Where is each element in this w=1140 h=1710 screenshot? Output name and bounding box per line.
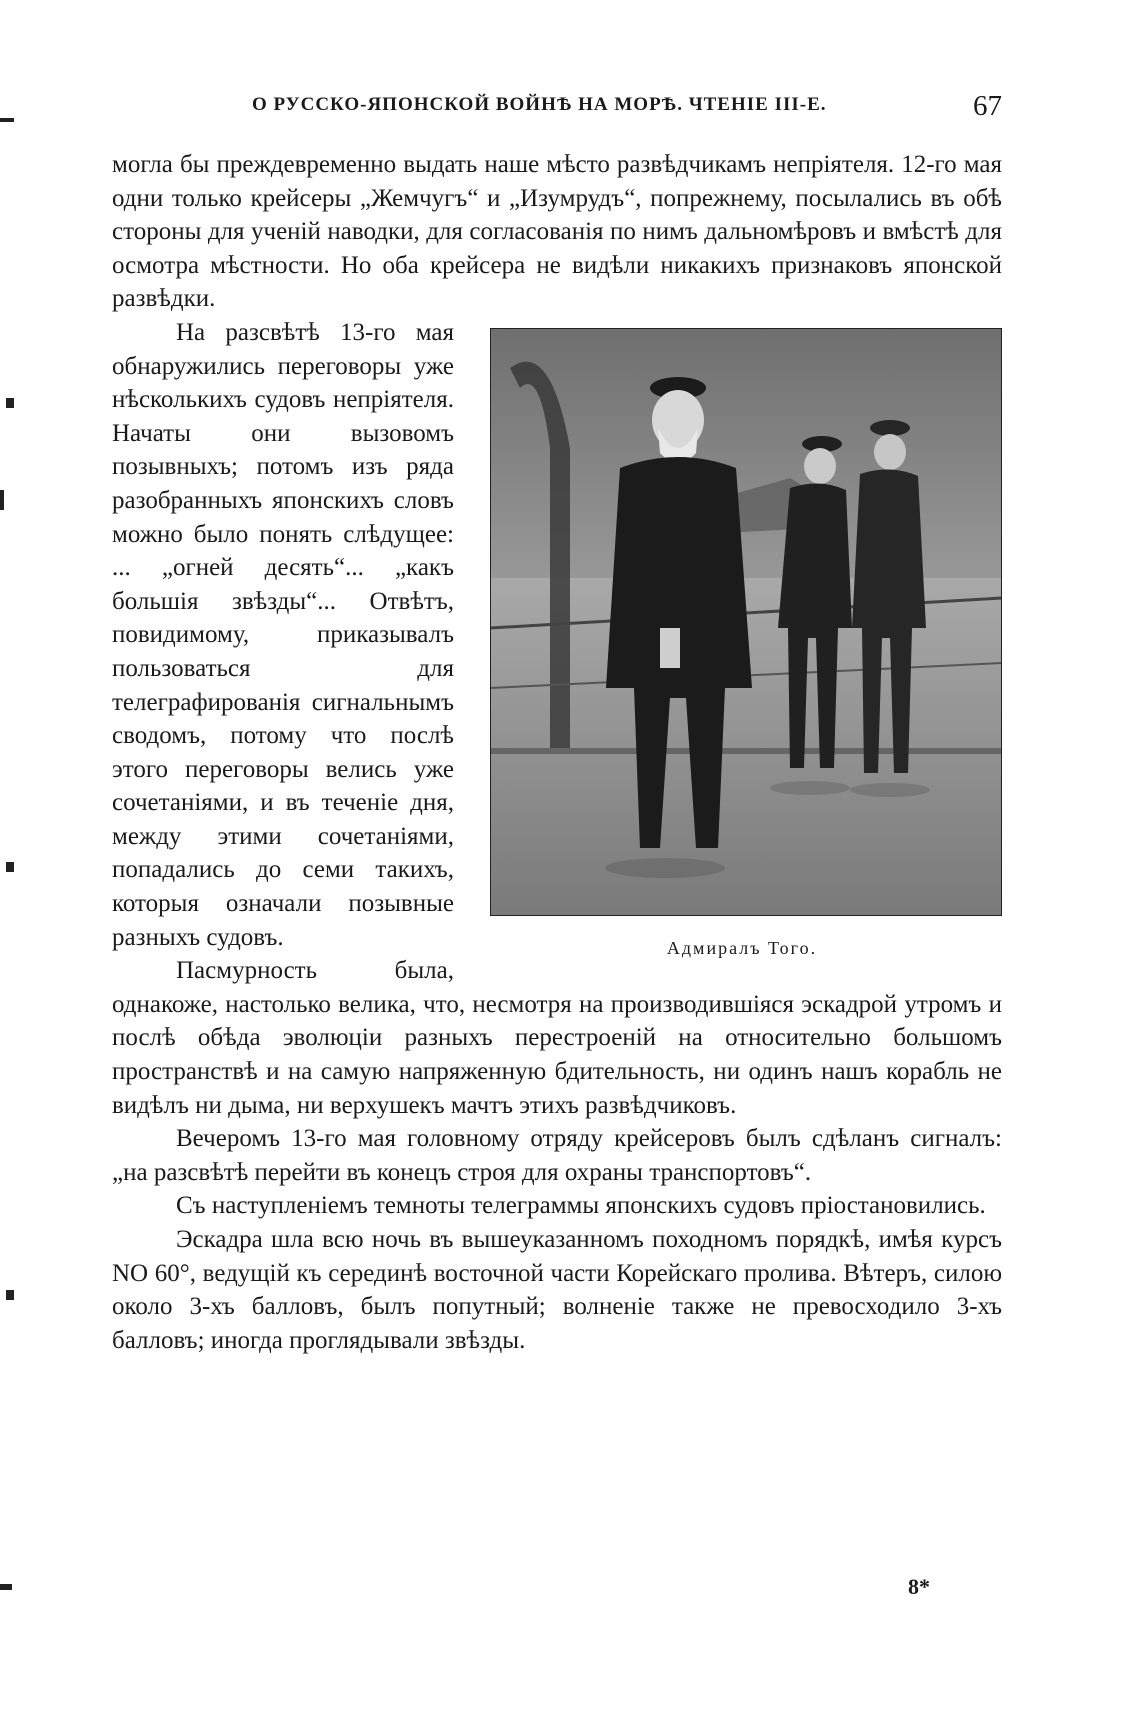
running-head xyxy=(112,90,1002,130)
margin-mark xyxy=(0,490,4,510)
paragraph-2: На разсвѣтѣ 13-го мая обнаружились переговоры уже нѣсколькихъ судовъ непріятеля. Начаты они вызовомъ позывныхъ; потомъ изъ ряда разобранныхъ японскихъ словъ можно было понять слѣдущее: ... „огней десять“... „какъ большія звѣзды“... Отвѣтъ, повидимому, приказывалъ пользоваться для телеграфированія сигнальнымъ сводомъ, потому что послѣ этого переговоры велись уже сочетаніями, и въ теченіе дня, между этими сочетаніями, попадались до семи такихъ, которыя означали позывные разныхъ судовъ. xyxy=(112,318,454,951)
paragraph-4: Вечеромъ 13-го мая головному отряду крейсеровъ былъ сдѣланъ сигналъ: „на разсвѣтѣ перейти въ конецъ строя для охраны транспортовъ“. xyxy=(112,1125,1002,1186)
paragraph-6: Эскадра шла всю ночь въ вышеуказанномъ походномъ порядкѣ, имѣя курсъ NO 60°, ведущій къ серединѣ восточной части Корейскаго пролива. Вѣтеръ, силою около 3-хъ балловъ, былъ попутный; волненіе также не превосходило 3-хъ балловъ; иногда проглядывали звѣзды. xyxy=(112,1226,1002,1354)
figure-caption: Адмиралъ Того. xyxy=(666,937,818,958)
margin-mark xyxy=(6,1290,14,1300)
body-text xyxy=(112,148,1002,1357)
page-number: 67 xyxy=(973,90,1002,122)
admiral-togo-illustration xyxy=(490,328,1002,916)
margin-mark xyxy=(6,398,14,408)
signature-mark: 8* xyxy=(908,1574,930,1599)
margin-mark xyxy=(0,118,14,122)
paragraph-5: Съ наступленіемъ темноты телеграммы японскихъ судовъ пріостановились. xyxy=(176,1192,986,1220)
running-title: О РУССКО-ЯПОНСКОЙ ВОЙНѢ НА МОРѢ. ЧТЕНІЕ III-Е. xyxy=(252,94,827,115)
margin-mark xyxy=(0,1584,12,1590)
paragraph-1: могла бы преждевременно выдать наше мѣсто развѣдчикамъ непріятеля. 12-го мая одни только крейсеры „Жемчугъ“ и „Изумрудъ“, попрежнему, посылались въ обѣ стороны для ученій наводки, для согласованія по нимъ дальномѣровъ и вмѣстѣ для осмотра мѣстности. Но оба крейсера не видѣли никакихъ признаковъ японской развѣдки. xyxy=(112,151,1002,313)
margin-mark xyxy=(6,862,14,872)
paragraph-3: Пасмурность была, однакоже, настолько велика, что, несмотря на производившіяся эскадрой утромъ и послѣ обѣда эволюціи разныхъ перестроеній на относительно большомъ пространствѣ и на самую напряженную бдительность, ни одинъ нашъ корабль не видѣлъ ни дыма, ни верхушекъ мачтъ этихъ развѣдчиковъ. xyxy=(112,957,1002,1119)
figure-admiral-togo xyxy=(482,328,1002,976)
